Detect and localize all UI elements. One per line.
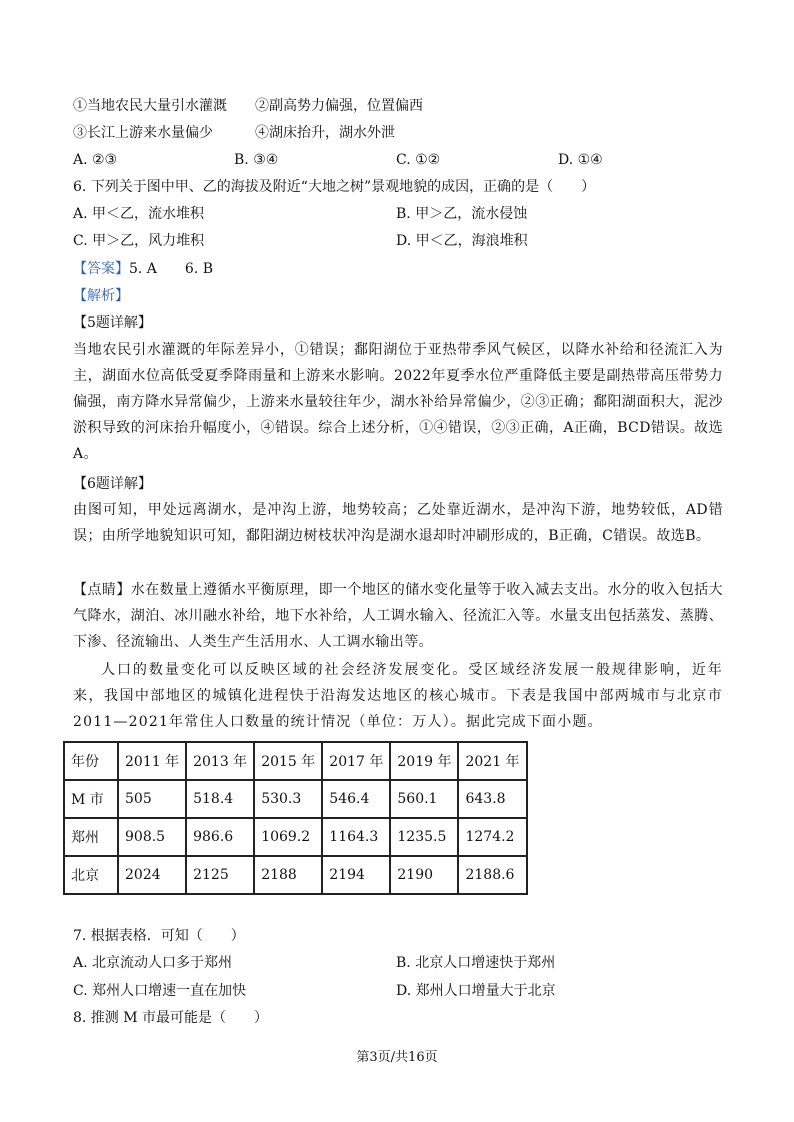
population-table [63,741,528,895]
analysis-tag: 【解析】 [73,288,129,304]
table-cell: 986.6 [186,818,254,856]
detail5-title: 【5题详解】 [73,315,152,331]
table-row [64,780,527,818]
table-cell: 2188 [254,856,322,894]
table-header-cell: 2015 年 [254,742,322,780]
table-cell: 518.4 [186,780,254,818]
q7-choice-a: A. 北京流动人口多于郑州 [73,955,233,971]
table-cell: 1069.2 [254,818,322,856]
table-cell: 1274.2 [458,818,526,856]
table-cell: M 市 [64,780,118,818]
table-row [64,818,527,856]
table-cell: 505 [118,780,186,818]
table-cell: 1164.3 [322,818,390,856]
table-cell: 560.1 [390,780,458,818]
table-header-cell: 2019 年 [390,742,458,780]
q5-choice-d: D. ①④ [558,152,603,168]
q5-options-line-2: ③长江上游来水量偏少 ④湖床抬升，湖水外泄 [73,125,395,141]
material-paragraph: 人口的数量变化可以反映区域的社会经济发展变化。受区域经济发展一般规律影响，近年来，我国中部地区的城镇化进程快于沿海发达地区的核心城市。下表是我国中部两城市与北京市2011—2021年常住人口数量的统计情况（单位：万人）。据此完成下面小题。 [73,662,723,730]
q6-choice-d: D. 甲＜乙，海浪堆积 [396,233,528,249]
answer-tag: 【答案】 [73,261,129,277]
table-cell: 2194 [322,856,390,894]
q7-stem: 7. 根据表格．可知（ ） [73,928,245,944]
tip-paragraph [73,577,723,655]
table-cell: 908.5 [118,818,186,856]
answer-line [73,259,213,279]
q6-choice-b: B. 甲＞乙，流水侵蚀 [396,206,528,222]
q7-choice-c: C. 郑州人口增速一直在加快 [73,983,247,999]
table-cell: 2125 [186,856,254,894]
q8-stem: 8. 推测 M 市最可能是（ ） [73,1010,269,1026]
q7-choice-b: B. 北京人口增速快于郑州 [396,955,556,971]
table-cell: 2190 [390,856,458,894]
tip-tag: 【点睛】 [73,582,131,598]
table-cell: 643.8 [458,780,526,818]
table-cell: 546.4 [322,780,390,818]
table-cell: 1235.5 [390,818,458,856]
table-header-cell: 2011 年 [118,742,186,780]
table-cell: 郑州 [64,818,118,856]
table-header-cell: 2017 年 [322,742,390,780]
detail5-text: 当地农民引水灌溉的年际差异小，①错误；鄱阳湖位于亚热带季风气候区，以降水补给和径流汇入为主，湖面水位高低受夏季降雨量和上游来水影响。2022年夏季水位严重降低主要是副热带高压带势力偏强，南方降水异常偏少，上游来水量较往年少，湖水补给异常偏少，②③正确；鄱阳湖面积大，泥沙淤积导致的河床抬升幅度小，④错误。综合上述分析，①④错误，②③正确，A正确，BCD错误。故选A。 [73,342,723,462]
table-header-cell: 2021 年 [458,742,526,780]
q7-choice-d: D. 郑州人口增量大于北京 [396,983,556,999]
table-cell: 530.3 [254,780,322,818]
table-cell: 2188.6 [458,856,526,894]
table-header-row [64,742,527,780]
table-row [64,856,527,894]
table-header-cell: 2013 年 [186,742,254,780]
q5-choice-c: C. ①② [396,152,441,168]
q6-stem: 6. 下列关于图中甲、乙的海拔及附近“大地之树”景观地貌的成因，正确的是（ ） [73,179,596,195]
q5-choice-b: B. ③④ [234,152,279,168]
q5-choice-a: A. ②③ [73,152,118,168]
page-number: 第3页/共16页 [356,1050,438,1065]
table-cell: 北京 [64,856,118,894]
table-header-cell: 年份 [64,742,118,780]
answer-text: 5. A 6. B [129,261,214,277]
table-cell: 2024 [118,856,186,894]
detail6-title: 【6题详解】 [73,476,152,492]
detail6-text: 由图可知，甲处远离湖水，是冲沟上游，地势较高；乙处靠近湖水，是冲沟下游，地势较低，AD错误；由所学地貌知识可知，鄱阳湖边树枝状冲沟是湖水退却时冲刷形成的，B正确，C错误。故选B。 [73,502,723,544]
tip-text: 水在数量上遵循水平衡原理，即一个地区的储水变化量等于收入减去支出。水分的收入包括大气降水，湖泊、冰川融水补给，地下水补给，人工调水输入、径流汇入等。水量支出包括蒸发、蒸腾、下渗、径流输出、人类生产生活用水、人工调水输出等。 [73,582,723,650]
q6-choice-c: C. 甲＞乙，风力堆积 [73,233,205,249]
q5-options-line-1: ①当地农民大量引水灌溉 ②副高势力偏强，位置偏西 [73,98,423,114]
q6-choice-a: A. 甲＜乙，流水堆积 [73,206,205,222]
